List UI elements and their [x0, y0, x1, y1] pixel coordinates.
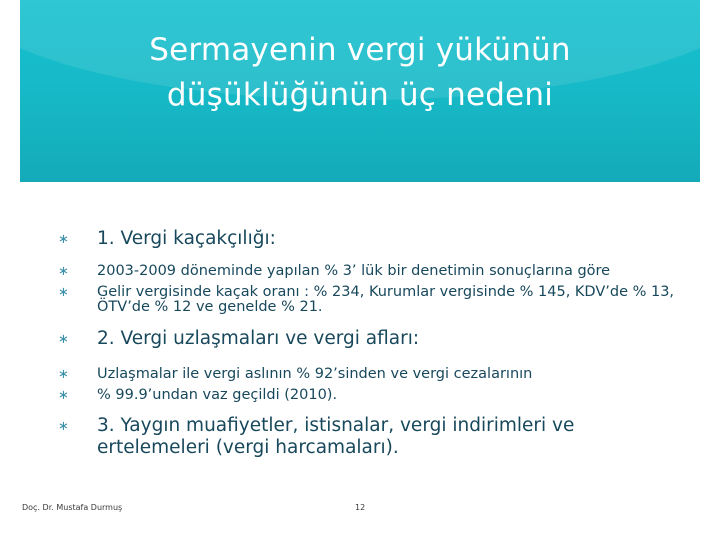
- bullet-text: Gelir vergisinde kaçak oranı : % 234, Kurumlar vergisinde % 145, KDV’de % 13, ÖTV’de % 12 ve genelde % 21.: [97, 284, 675, 315]
- bullet-text: 2003-2009 döneminde yapılan % 3’ lük bir denetimin sonuçlarına göre: [97, 263, 611, 279]
- bullet-asterisk-icon: ∗: [58, 332, 69, 347]
- footer-author: Doç. Dr. Mustafa Durmuş: [22, 503, 123, 512]
- slide-title-line-1: Sermayenin vergi yükünün: [149, 32, 571, 68]
- bullet-asterisk-icon: ∗: [58, 285, 69, 300]
- slide-title: [20, 28, 700, 118]
- bullet-asterisk-icon: ∗: [58, 388, 69, 403]
- slide-title-line-2: düşüklüğünün üç nedeni: [166, 77, 554, 113]
- bullet-item: [58, 285, 678, 315]
- bullet-item: [58, 388, 678, 403]
- footer-page-number: 12: [355, 503, 366, 512]
- bullet-text: Uzlaşmalar ile vergi aslının % 92’sinden ve vergi cezalarının: [97, 366, 533, 382]
- bullet-item-heading-1: [58, 228, 678, 250]
- bullet-asterisk-icon: ∗: [58, 419, 69, 434]
- bullet-asterisk-icon: ∗: [58, 264, 69, 279]
- bullet-asterisk-icon: ∗: [58, 232, 69, 247]
- bullet-item: [58, 264, 678, 279]
- bullet-text: 1. Vergi kaçakçılığı:: [97, 228, 276, 249]
- bullet-text: 2. Vergi uzlaşmaları ve vergi afları:: [97, 328, 420, 349]
- bullet-text: 3. Yaygın muafiyetler, istisnalar, vergi indirimleri ve ertelemeleri (vergi harcamaları).: [97, 415, 575, 458]
- bullet-list: [58, 228, 678, 459]
- bullet-text: % 99.9’undan vaz geçildi (2010).: [97, 387, 338, 403]
- bullet-item-heading-2: [58, 328, 678, 350]
- bullet-asterisk-icon: ∗: [58, 367, 69, 382]
- bullet-item: [58, 367, 678, 382]
- bullet-item-heading-3: [58, 415, 678, 459]
